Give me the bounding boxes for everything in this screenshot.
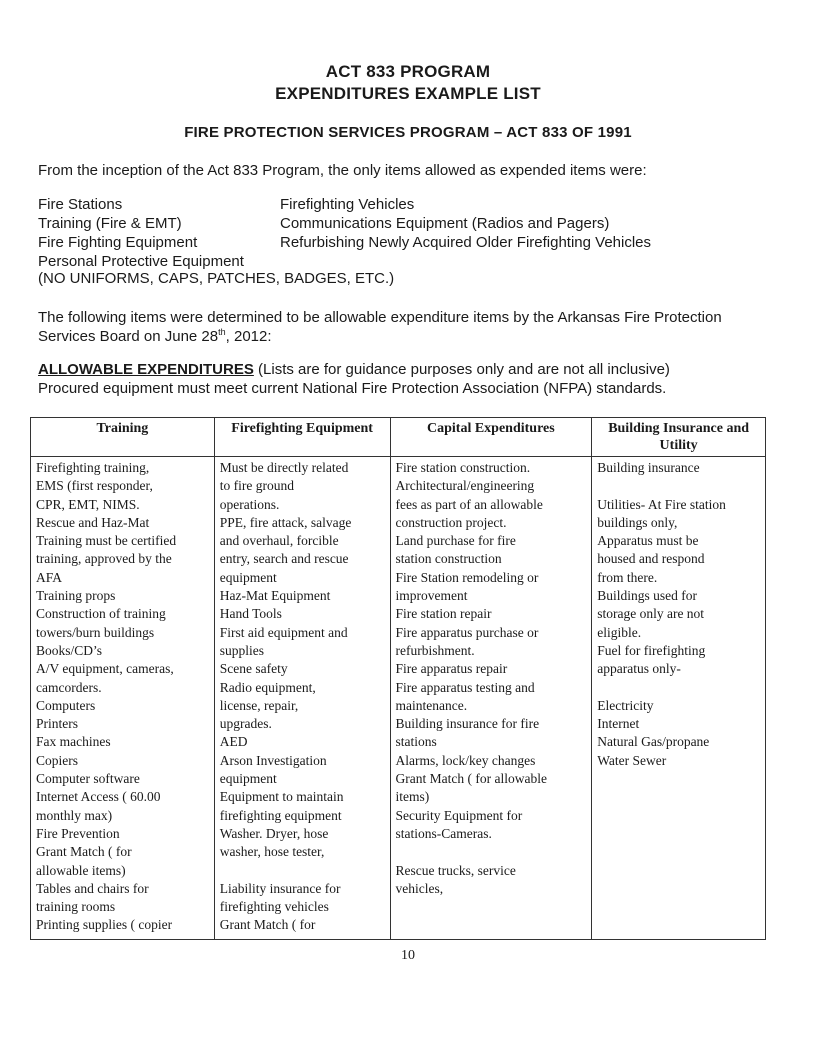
list-item: Architectural/engineering: [395, 478, 535, 494]
original-item: Fire Fighting Equipment: [38, 234, 198, 251]
list-item: Radio equipment,: [219, 679, 316, 695]
title-line-1: ACT 833 PROGRAM: [325, 62, 491, 81]
list-item: Fire apparatus repair: [395, 661, 508, 677]
list-item: vehicles,: [395, 880, 444, 896]
list-item: Equipment to maintain: [219, 789, 344, 805]
list-item: entry, search and rescue: [219, 551, 349, 567]
expenditures-table: [30, 417, 766, 940]
list-item: from there.: [597, 569, 658, 585]
original-item: Firefighting Vehicles: [280, 196, 415, 213]
list-item: Security Equipment for: [395, 807, 523, 823]
list-item: Fire apparatus purchase or: [395, 624, 539, 640]
list-item: First aid equipment and: [219, 624, 348, 640]
list-item: construction project.: [395, 514, 507, 530]
list-item: training rooms: [36, 899, 116, 915]
list-item: Fire apparatus testing and: [395, 679, 535, 695]
list-item: storage only are not: [597, 606, 705, 622]
list-item: Printing supplies ( copier: [36, 917, 173, 933]
list-item: Tables and chairs for: [36, 880, 149, 896]
list-item: to fire ground: [219, 478, 294, 494]
list-item: Training must be certified: [36, 533, 177, 549]
list-item: equipment: [219, 569, 277, 585]
list-item: Internet Access ( 60.00: [36, 789, 161, 805]
list-item: Scene safety: [219, 661, 288, 677]
list-item: firefighting vehicles: [219, 899, 329, 915]
header-training: Training: [31, 418, 215, 457]
header-firefighting-equipment: Firefighting Equipment: [214, 418, 390, 457]
list-item: stations: [395, 734, 437, 750]
allowable-section: [38, 360, 670, 398]
list-item: Fire Prevention: [36, 825, 120, 841]
original-items-left: [38, 195, 244, 271]
list-item: upgrades.: [219, 716, 272, 732]
program-subtitle: FIRE PROTECTION SERVICES PROGRAM – ACT 833 OF 1991: [184, 124, 632, 141]
list-item: refurbishment.: [395, 642, 475, 658]
original-item: Refurbishing Newly Acquired Older Firefighting Vehicles: [280, 234, 652, 251]
firefighting-equipment-cell: [214, 457, 390, 940]
list-item: Must be directly related: [219, 460, 349, 475]
list-item: Fax machines: [36, 734, 111, 750]
list-item: washer, hose tester,: [219, 844, 325, 860]
table-row: [31, 457, 766, 940]
allowable-heading: ALLOWABLE EXPENDITURES: [38, 361, 254, 378]
list-item: PPE, fire attack, salvage: [219, 514, 352, 530]
determination-text: The following items were determined to be allowable expenditure items by the Arkansas Fire Protection Services Board on June 28: [38, 309, 722, 345]
list-item: housed and respond: [597, 551, 705, 567]
list-item: camcorders.: [36, 679, 102, 695]
list-item: Training props: [36, 588, 116, 604]
list-item: Hand Tools: [219, 606, 282, 622]
standards-note: Procured equipment must meet current National Fire Protection Association (NFPA) standards.: [38, 380, 667, 397]
title-line-2: EXPENDITURES EXAMPLE LIST: [275, 84, 541, 103]
page-number: 10: [401, 948, 415, 963]
list-item: Building insurance: [597, 460, 700, 475]
building-insurance-cell: [592, 457, 766, 940]
list-item: station construction: [395, 551, 502, 567]
list-item: items): [395, 789, 430, 805]
list-item: Arson Investigation: [219, 752, 327, 768]
list-item: license, repair,: [219, 697, 299, 713]
list-item: Electricity: [597, 697, 654, 713]
original-item: Training (Fire & EMT): [38, 215, 182, 232]
list-item: Fire Station remodeling or: [395, 569, 539, 585]
list-item: supplies: [219, 642, 265, 658]
guidance-note: (Lists are for guidance purposes only and are not all inclusive): [253, 361, 670, 378]
list-item: Washer. Dryer, hose: [219, 825, 329, 841]
list-item: training, approved by the: [36, 551, 172, 567]
list-item: Water Sewer: [597, 752, 667, 768]
list-item: Computer software: [36, 771, 140, 787]
list-item: Liability insurance for: [219, 880, 341, 896]
list-item: Grant Match ( for allowable: [395, 771, 547, 787]
list-item: Printers: [36, 716, 78, 732]
list-item: stations-Cameras.: [395, 825, 492, 841]
list-item: towers/burn buildings: [36, 624, 155, 640]
list-item: Natural Gas/propane: [597, 734, 710, 750]
list-item: CPR, EMT, NIMS.: [36, 496, 140, 512]
list-item: monthly max): [36, 807, 113, 823]
list-item: AED: [219, 734, 248, 750]
list-item: allowable items): [36, 862, 126, 878]
capital-expenditures-cell: [390, 457, 592, 940]
original-items-right: [280, 195, 651, 252]
list-item: Land purchase for fire: [395, 533, 516, 549]
list-item: buildings only,: [597, 514, 678, 530]
table-header-row: [31, 418, 766, 457]
intro-paragraph: From the inception of the Act 833 Program, the only items allowed as expended items were:: [38, 162, 647, 179]
list-item: Apparatus must be: [597, 533, 699, 549]
list-item: Computers: [36, 697, 96, 713]
list-item: Grant Match ( for: [219, 917, 316, 933]
original-item: Personal Protective Equipment: [38, 253, 244, 270]
list-item: operations.: [219, 496, 280, 512]
list-item: and overhaul, forcible: [219, 533, 339, 549]
list-item: equipment: [219, 771, 277, 787]
exclusion-note: (NO UNIFORMS, CAPS, PATCHES, BADGES, ETC.): [38, 270, 395, 287]
list-item: [597, 477, 765, 495]
list-item: Alarms, lock/key changes: [395, 752, 536, 768]
list-item: Rescue and Haz-Mat: [36, 514, 150, 530]
ordinal-suffix: th: [218, 327, 226, 337]
list-item: Internet: [597, 716, 640, 732]
list-item: Fire station repair: [395, 606, 492, 622]
list-item: apparatus only-: [597, 661, 681, 677]
list-item: Copiers: [36, 752, 78, 768]
list-item: Buildings used for: [597, 588, 697, 604]
list-item: [396, 843, 592, 861]
list-item: firefighting equipment: [219, 807, 342, 823]
list-item: Utilities- At Fire station: [597, 496, 726, 512]
list-item: eligible.: [597, 624, 642, 640]
list-item: Fuel for firefighting: [597, 642, 706, 658]
original-item: Fire Stations: [38, 196, 123, 213]
list-item: Fire station construction.: [395, 460, 531, 475]
list-item: [597, 679, 765, 697]
list-item: Grant Match ( for: [36, 844, 132, 860]
list-item: maintenance.: [395, 697, 468, 713]
list-item: EMS (first responder,: [36, 478, 153, 494]
list-item: Books/CD’s: [36, 642, 103, 658]
list-item: [220, 862, 390, 880]
list-item: Haz-Mat Equipment: [219, 588, 331, 604]
list-item: A/V equipment, cameras,: [36, 661, 174, 677]
list-item: Building insurance for fire: [395, 716, 540, 732]
list-item: improvement: [395, 588, 468, 604]
determination-paragraph: [38, 308, 758, 346]
list-item: Rescue trucks, service: [395, 862, 516, 878]
determination-date-end: , 2012:: [225, 328, 272, 345]
list-item: fees as part of an allowable: [395, 496, 543, 512]
list-item: AFA: [36, 569, 63, 585]
list-item: Construction of training: [36, 606, 166, 622]
header-building-insurance-utility: Building Insurance and Utility: [592, 418, 766, 457]
original-item: Communications Equipment (Radios and Pagers): [280, 215, 610, 232]
header-capital-expenditures: Capital Expenditures: [390, 418, 592, 457]
list-item: Firefighting training,: [36, 460, 150, 475]
training-cell: [31, 457, 215, 940]
